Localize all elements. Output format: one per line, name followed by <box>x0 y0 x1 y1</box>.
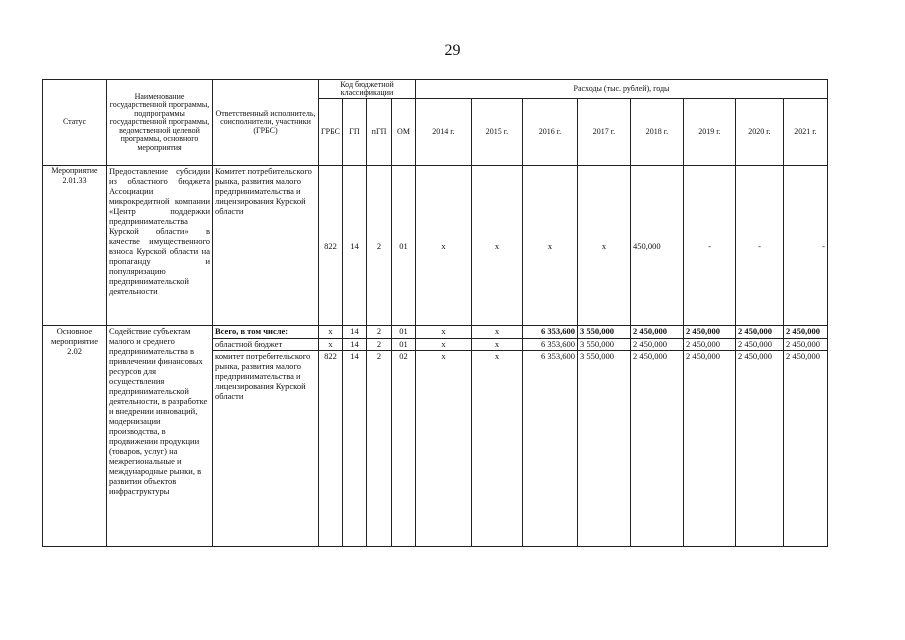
cell-value: 2 450,000 <box>631 339 684 351</box>
cell-grbs: 822 <box>319 351 343 547</box>
budget-table <box>42 79 828 547</box>
header-status: Статус <box>43 80 107 166</box>
header-expenses: Расходы (тыс. рублей), годы <box>416 80 828 99</box>
cell-value: 2 450,000 <box>736 326 784 339</box>
row-name: Предоставление субсидии из областного бюджета Ассоциации микрокредитной компании «Центр поддержки предпринимательства Курской области» в качестве имущественного взноса Курской области на пропаганду и популяризацию предпринимательской деятельности <box>107 166 213 326</box>
header-year: 2020 г. <box>736 99 784 166</box>
header-budget-code: Код бюджетной классификации <box>319 80 416 99</box>
cell-value: 3 550,000 <box>578 339 631 351</box>
cell-value: 2 450,000 <box>784 351 828 547</box>
table-row <box>43 326 828 339</box>
header-pgp: пГП <box>367 99 392 166</box>
cell-value: x <box>578 166 631 326</box>
header-year: 2021 г. <box>784 99 828 166</box>
table-row <box>43 166 828 326</box>
cell-pgp: 2 <box>367 339 392 351</box>
header-executor: Ответственный исполнитель, соисполнители, участники (ГРБС) <box>213 80 319 166</box>
cell-value: 450,000 <box>631 166 684 326</box>
row-status: Основное мероприятие 2.02 <box>43 326 107 547</box>
cell-value: x <box>523 166 578 326</box>
cell-value: 2 450,000 <box>684 326 736 339</box>
row-executor: областной бюджет <box>213 339 319 351</box>
header-gp: ГП <box>343 99 367 166</box>
cell-value: x <box>416 166 472 326</box>
cell-value: x <box>416 339 472 351</box>
cell-value: x <box>472 351 523 547</box>
cell-grbs: x <box>319 339 343 351</box>
cell-pgp: 2 <box>367 166 392 326</box>
cell-value: x <box>416 351 472 547</box>
page-number: 29 <box>444 42 461 59</box>
header-year: 2016 г. <box>523 99 578 166</box>
cell-value: 3 550,000 <box>578 326 631 339</box>
row-status: Мероприятие 2.01.33 <box>43 166 107 326</box>
cell-value: x <box>472 166 523 326</box>
cell-value: 2 450,000 <box>684 351 736 547</box>
cell-grbs: x <box>319 326 343 339</box>
cell-value: - <box>784 166 828 326</box>
cell-value: 3 550,000 <box>578 351 631 547</box>
cell-value: 2 450,000 <box>684 339 736 351</box>
cell-om: 01 <box>392 166 416 326</box>
cell-value: 6 353,600 <box>523 326 578 339</box>
header-year: 2018 г. <box>631 99 684 166</box>
cell-value: 2 450,000 <box>784 339 828 351</box>
row-name: Содействие субъектам малого и среднего предпринимательства в привлечении финансовых ресурсов для осуществления предпринимательской деятельности, в разработке и внедрении инноваций, модернизации производства, в продвижении продукции (товаров, услуг) на межрегиональные и международные рынки, в развитии объектов инфраструктуры <box>107 326 213 547</box>
cell-value: x <box>472 339 523 351</box>
cell-value: x <box>472 326 523 339</box>
cell-value: 2 450,000 <box>736 339 784 351</box>
header-row-1 <box>43 80 828 99</box>
cell-value: x <box>416 326 472 339</box>
row-executor: комитет потребительского рынка, развития малого предпринимательства и лицензирования Курской области <box>213 351 319 547</box>
header-om: ОМ <box>392 99 416 166</box>
cell-om: 01 <box>392 339 416 351</box>
header-year: 2019 г. <box>684 99 736 166</box>
cell-gp: 14 <box>343 326 367 339</box>
cell-pgp: 2 <box>367 326 392 339</box>
cell-value: 6 353,600 <box>523 351 578 547</box>
cell-value: 2 450,000 <box>631 326 684 339</box>
cell-om: 02 <box>392 351 416 547</box>
cell-grbs: 822 <box>319 166 343 326</box>
cell-gp: 14 <box>343 166 367 326</box>
cell-value: - <box>736 166 784 326</box>
cell-value: 2 450,000 <box>736 351 784 547</box>
row-executor: Всего, в том числе: <box>213 326 319 339</box>
cell-om: 01 <box>392 326 416 339</box>
cell-gp: 14 <box>343 339 367 351</box>
cell-pgp: 2 <box>367 351 392 547</box>
cell-gp: 14 <box>343 351 367 547</box>
header-year: 2014 г. <box>416 99 472 166</box>
header-year: 2017 г. <box>578 99 631 166</box>
cell-value: 6 353,600 <box>523 339 578 351</box>
cell-value: 2 450,000 <box>631 351 684 547</box>
row-executor: Комитет потребительского рынка, развития малого предпринимательства и лицензирования Курской области <box>213 166 319 326</box>
cell-value: 2 450,000 <box>784 326 828 339</box>
header-name: Наименование государственной программы, подпрограммы государственной программы, ведомственной целевой программы, основного мероприятия <box>107 80 213 166</box>
header-grbs: ГРБС <box>319 99 343 166</box>
cell-value: - <box>684 166 736 326</box>
header-year: 2015 г. <box>472 99 523 166</box>
